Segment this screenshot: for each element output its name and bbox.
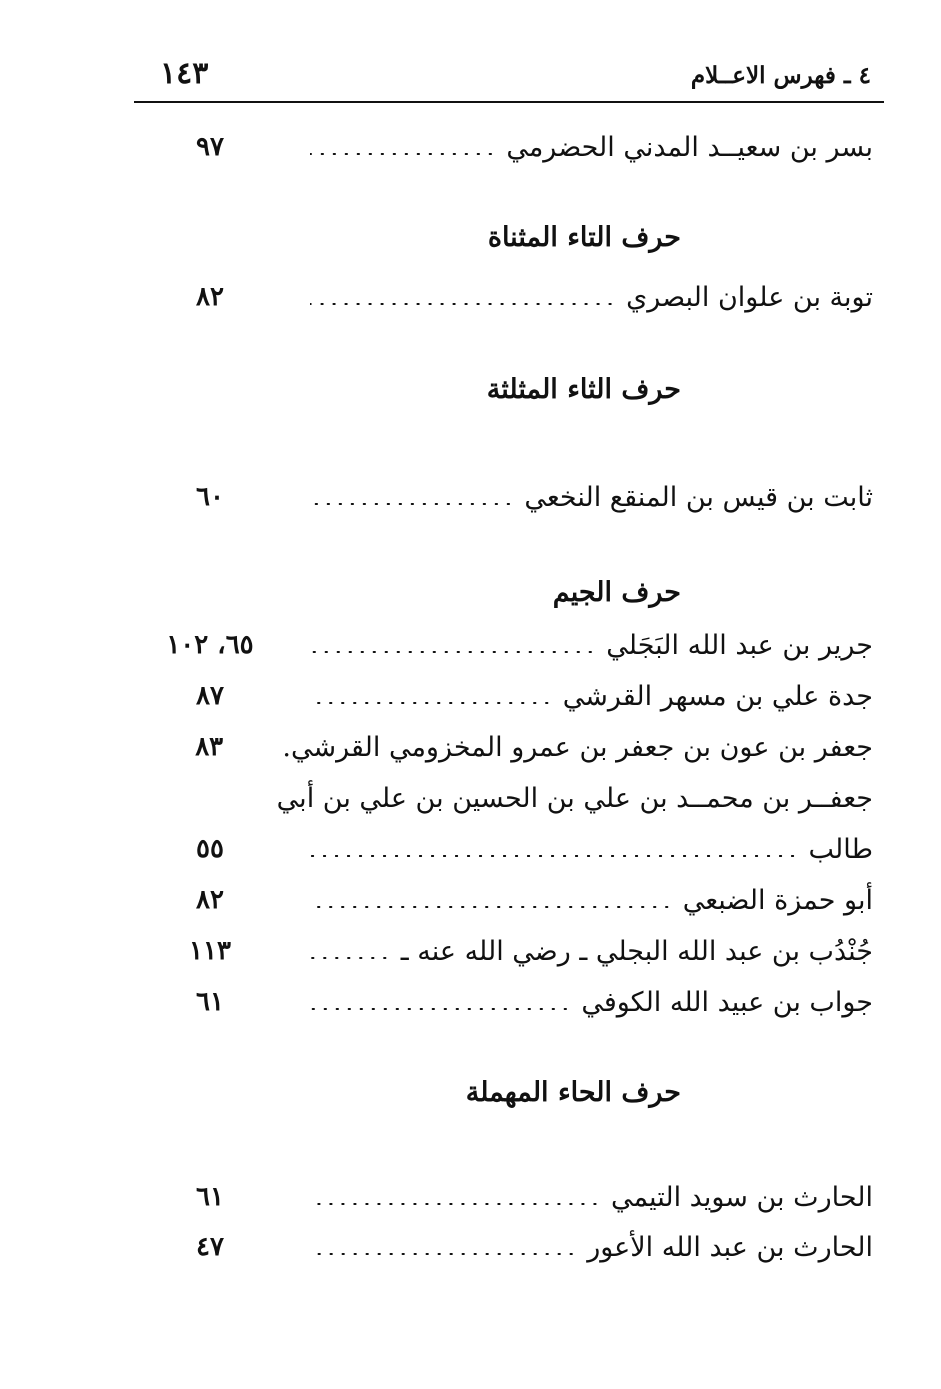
section-heading: حرف الحاء المهملة xyxy=(465,1077,681,1108)
index-entry xyxy=(140,474,873,520)
leader-dots xyxy=(310,1253,577,1255)
entry-page: ٨٢ xyxy=(196,282,224,312)
leader-dots xyxy=(310,503,514,505)
header-rule xyxy=(134,101,884,103)
leader-dots xyxy=(310,1008,571,1010)
entry-page: ٩٧ xyxy=(196,132,224,162)
entry-page: ٨٢ xyxy=(196,885,224,915)
index-entry xyxy=(140,928,873,974)
entry-name: توبة بن علوان البصري xyxy=(626,281,873,313)
entry-name: ثابت بن قيس بن المنقع النخعي xyxy=(524,481,873,513)
entry-name: الحارث بن سويد التيمي xyxy=(610,1181,873,1213)
entry-page: ٦١ xyxy=(196,1182,224,1212)
entry-page: ٨٧ xyxy=(196,681,224,711)
index-entry xyxy=(140,124,873,170)
index-entry xyxy=(140,979,873,1025)
entry-name: جعفر بن عون بن جعفر بن عمرو المخزومي القرشي. xyxy=(282,731,873,763)
page-number: ١٤٣ xyxy=(160,56,209,91)
entry-page: ٦٥، ١٠٢ xyxy=(166,630,254,660)
entry-page: ١١٣ xyxy=(189,936,231,966)
leader-dots xyxy=(310,855,799,857)
entry-name: جُنْدُب بن عبد الله البجلي ـ رضي الله عنه ـ xyxy=(400,935,873,967)
entry-page: ٥٥ xyxy=(196,834,224,864)
section-heading: حرف الثاء المثلثة xyxy=(486,374,681,405)
index-entry xyxy=(140,724,873,770)
leader-dots xyxy=(310,303,616,305)
leader-dots xyxy=(310,153,496,155)
entry-name: طالب xyxy=(808,833,873,865)
leader-dots xyxy=(310,906,673,908)
index-entry-continuation xyxy=(140,826,873,872)
entry-page: ٤٧ xyxy=(196,1232,224,1262)
index-entry xyxy=(140,622,873,668)
entry-name: أبو حمزة الضبعي xyxy=(682,884,873,916)
index-entry xyxy=(140,1224,873,1270)
entry-page: ٨٣ xyxy=(195,732,224,762)
index-entry xyxy=(140,1174,873,1220)
index-entry xyxy=(140,775,873,821)
leader-dots xyxy=(310,957,391,959)
section-heading: حرف التاء المثناة xyxy=(487,222,681,253)
entry-name: بسر بن سعيــد المدني الحضرمي xyxy=(506,131,873,163)
entry-page: ٦١ xyxy=(196,987,224,1017)
leader-dots xyxy=(310,1203,601,1205)
entry-name: جعفــر بن محمــد بن علي بن الحسين بن علي بن أبي xyxy=(276,782,873,814)
leader-dots xyxy=(310,702,553,704)
entry-name: الحارث بن عبد الله الأعور xyxy=(587,1231,873,1263)
leader-dots xyxy=(310,651,596,653)
index-entry xyxy=(140,274,873,320)
entry-page: ٦٠ xyxy=(196,482,224,512)
section-heading: حرف الجيم xyxy=(552,577,681,608)
running-header-title: ٤ ـ فهرس الاعــلام xyxy=(690,62,871,89)
entry-name: جدة علي بن مسهر القرشي xyxy=(562,680,873,712)
entry-name: جواب بن عبيد الله الكوفي xyxy=(581,986,873,1018)
index-entry xyxy=(140,877,873,923)
index-entry xyxy=(140,673,873,719)
entry-name: جرير بن عبد الله البَجَلي xyxy=(606,629,873,661)
